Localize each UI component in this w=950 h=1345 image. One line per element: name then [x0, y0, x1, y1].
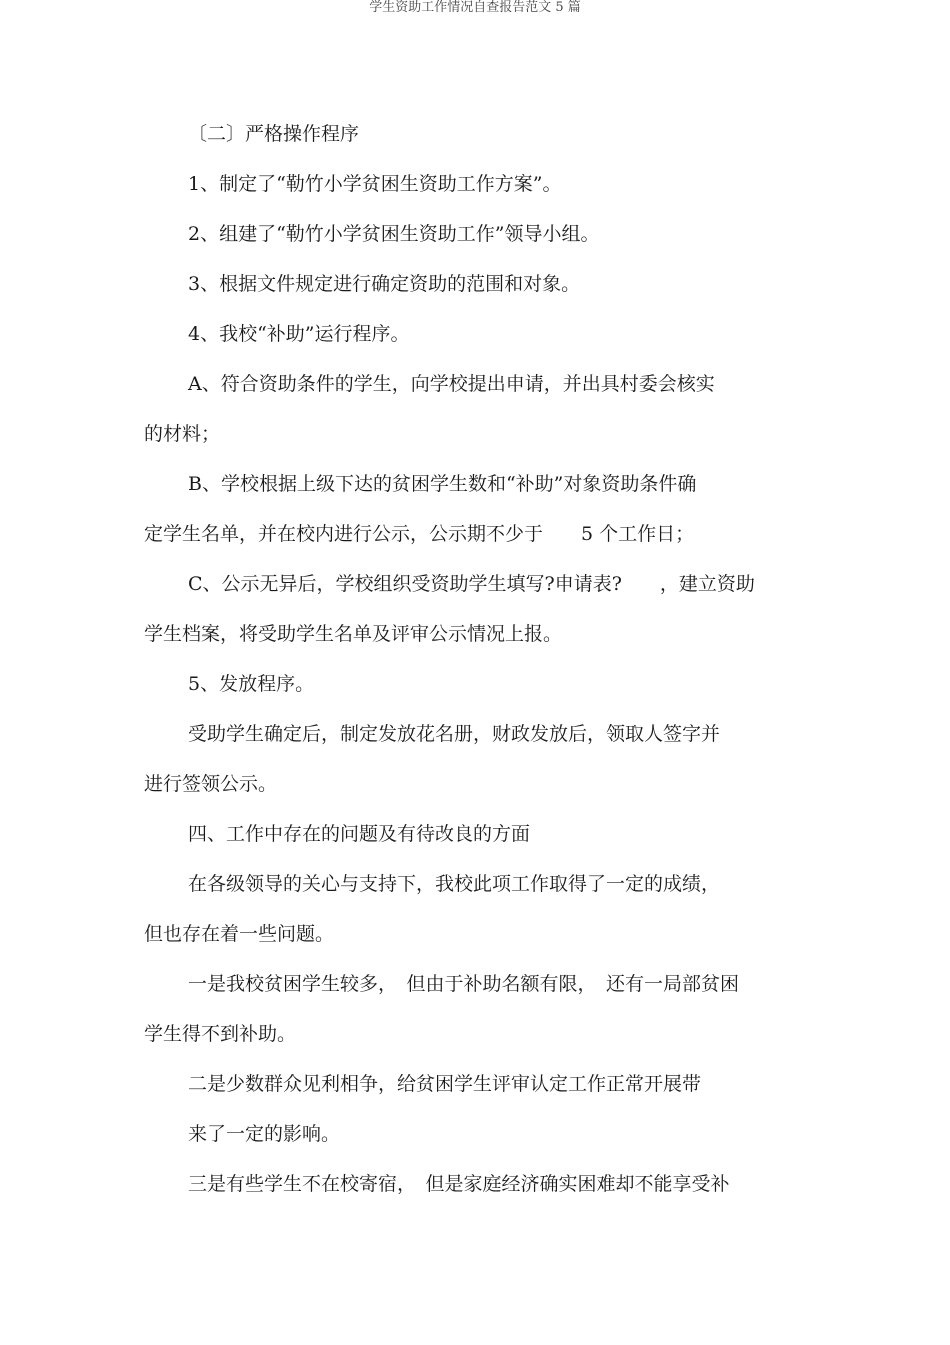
- text-line: 学生档案，将受助学生名单及评审公示情况上报。: [144, 623, 563, 645]
- text-line: 1、制定了“勒竹小学贫困生资助工作方案”。: [188, 173, 562, 195]
- text-line: 来了一定的影响。: [188, 1123, 341, 1145]
- page-header: 学生资助工作情况自查报告范文 5 篇: [369, 0, 581, 15]
- text-line: 一是我校贫困学生较多， 但由于补助名额有限， 还有一局部贫困: [188, 973, 740, 995]
- text-line: C、公示无异后，学校组织受资助学生填写?申请表? ，建立资助: [188, 573, 755, 595]
- text-line: 5、发放程序。: [188, 673, 315, 695]
- text-line: B、学校根据上级下达的贫困学生数和“补助”对象资助条件确: [188, 473, 697, 495]
- text-line: 进行签领公示。: [144, 773, 278, 795]
- text-line: 二是少数群众见利相争，给贫困学生评审认定工作正常开展带: [188, 1073, 702, 1095]
- text-line: 4、我校“补助”运行程序。: [188, 323, 410, 345]
- text-line: 2、组建了“勒竹小学贫困生资助工作”领导小组。: [188, 223, 600, 245]
- text-line: 3、根据文件规定进行确定资助的范围和对象。: [188, 273, 581, 295]
- text-line: 学生得不到补助。: [144, 1023, 297, 1045]
- text-line: 的材料；: [144, 423, 221, 445]
- text-line: 定学生名单，并在校内进行公示，公示期不少于 5 个工作日；: [144, 523, 695, 545]
- section-heading: 四、工作中存在的问题及有待改良的方面: [188, 823, 531, 845]
- section-heading: 〔二〕严格操作程序: [188, 123, 360, 145]
- text-line: 在各级领导的关心与支持下，我校此项工作取得了一定的成绩，: [188, 873, 721, 895]
- text-line: 三是有些学生不在校寄宿， 但是家庭经济确实困难却不能享受补: [188, 1173, 730, 1195]
- text-line: 受助学生确定后，制定发放花名册，财政发放后，领取人签字并: [188, 723, 721, 745]
- text-line: A、符合资助条件的学生，向学校提出申请，并出具村委会核实: [188, 373, 715, 395]
- text-line: 但也存在着一些问题。: [144, 923, 335, 945]
